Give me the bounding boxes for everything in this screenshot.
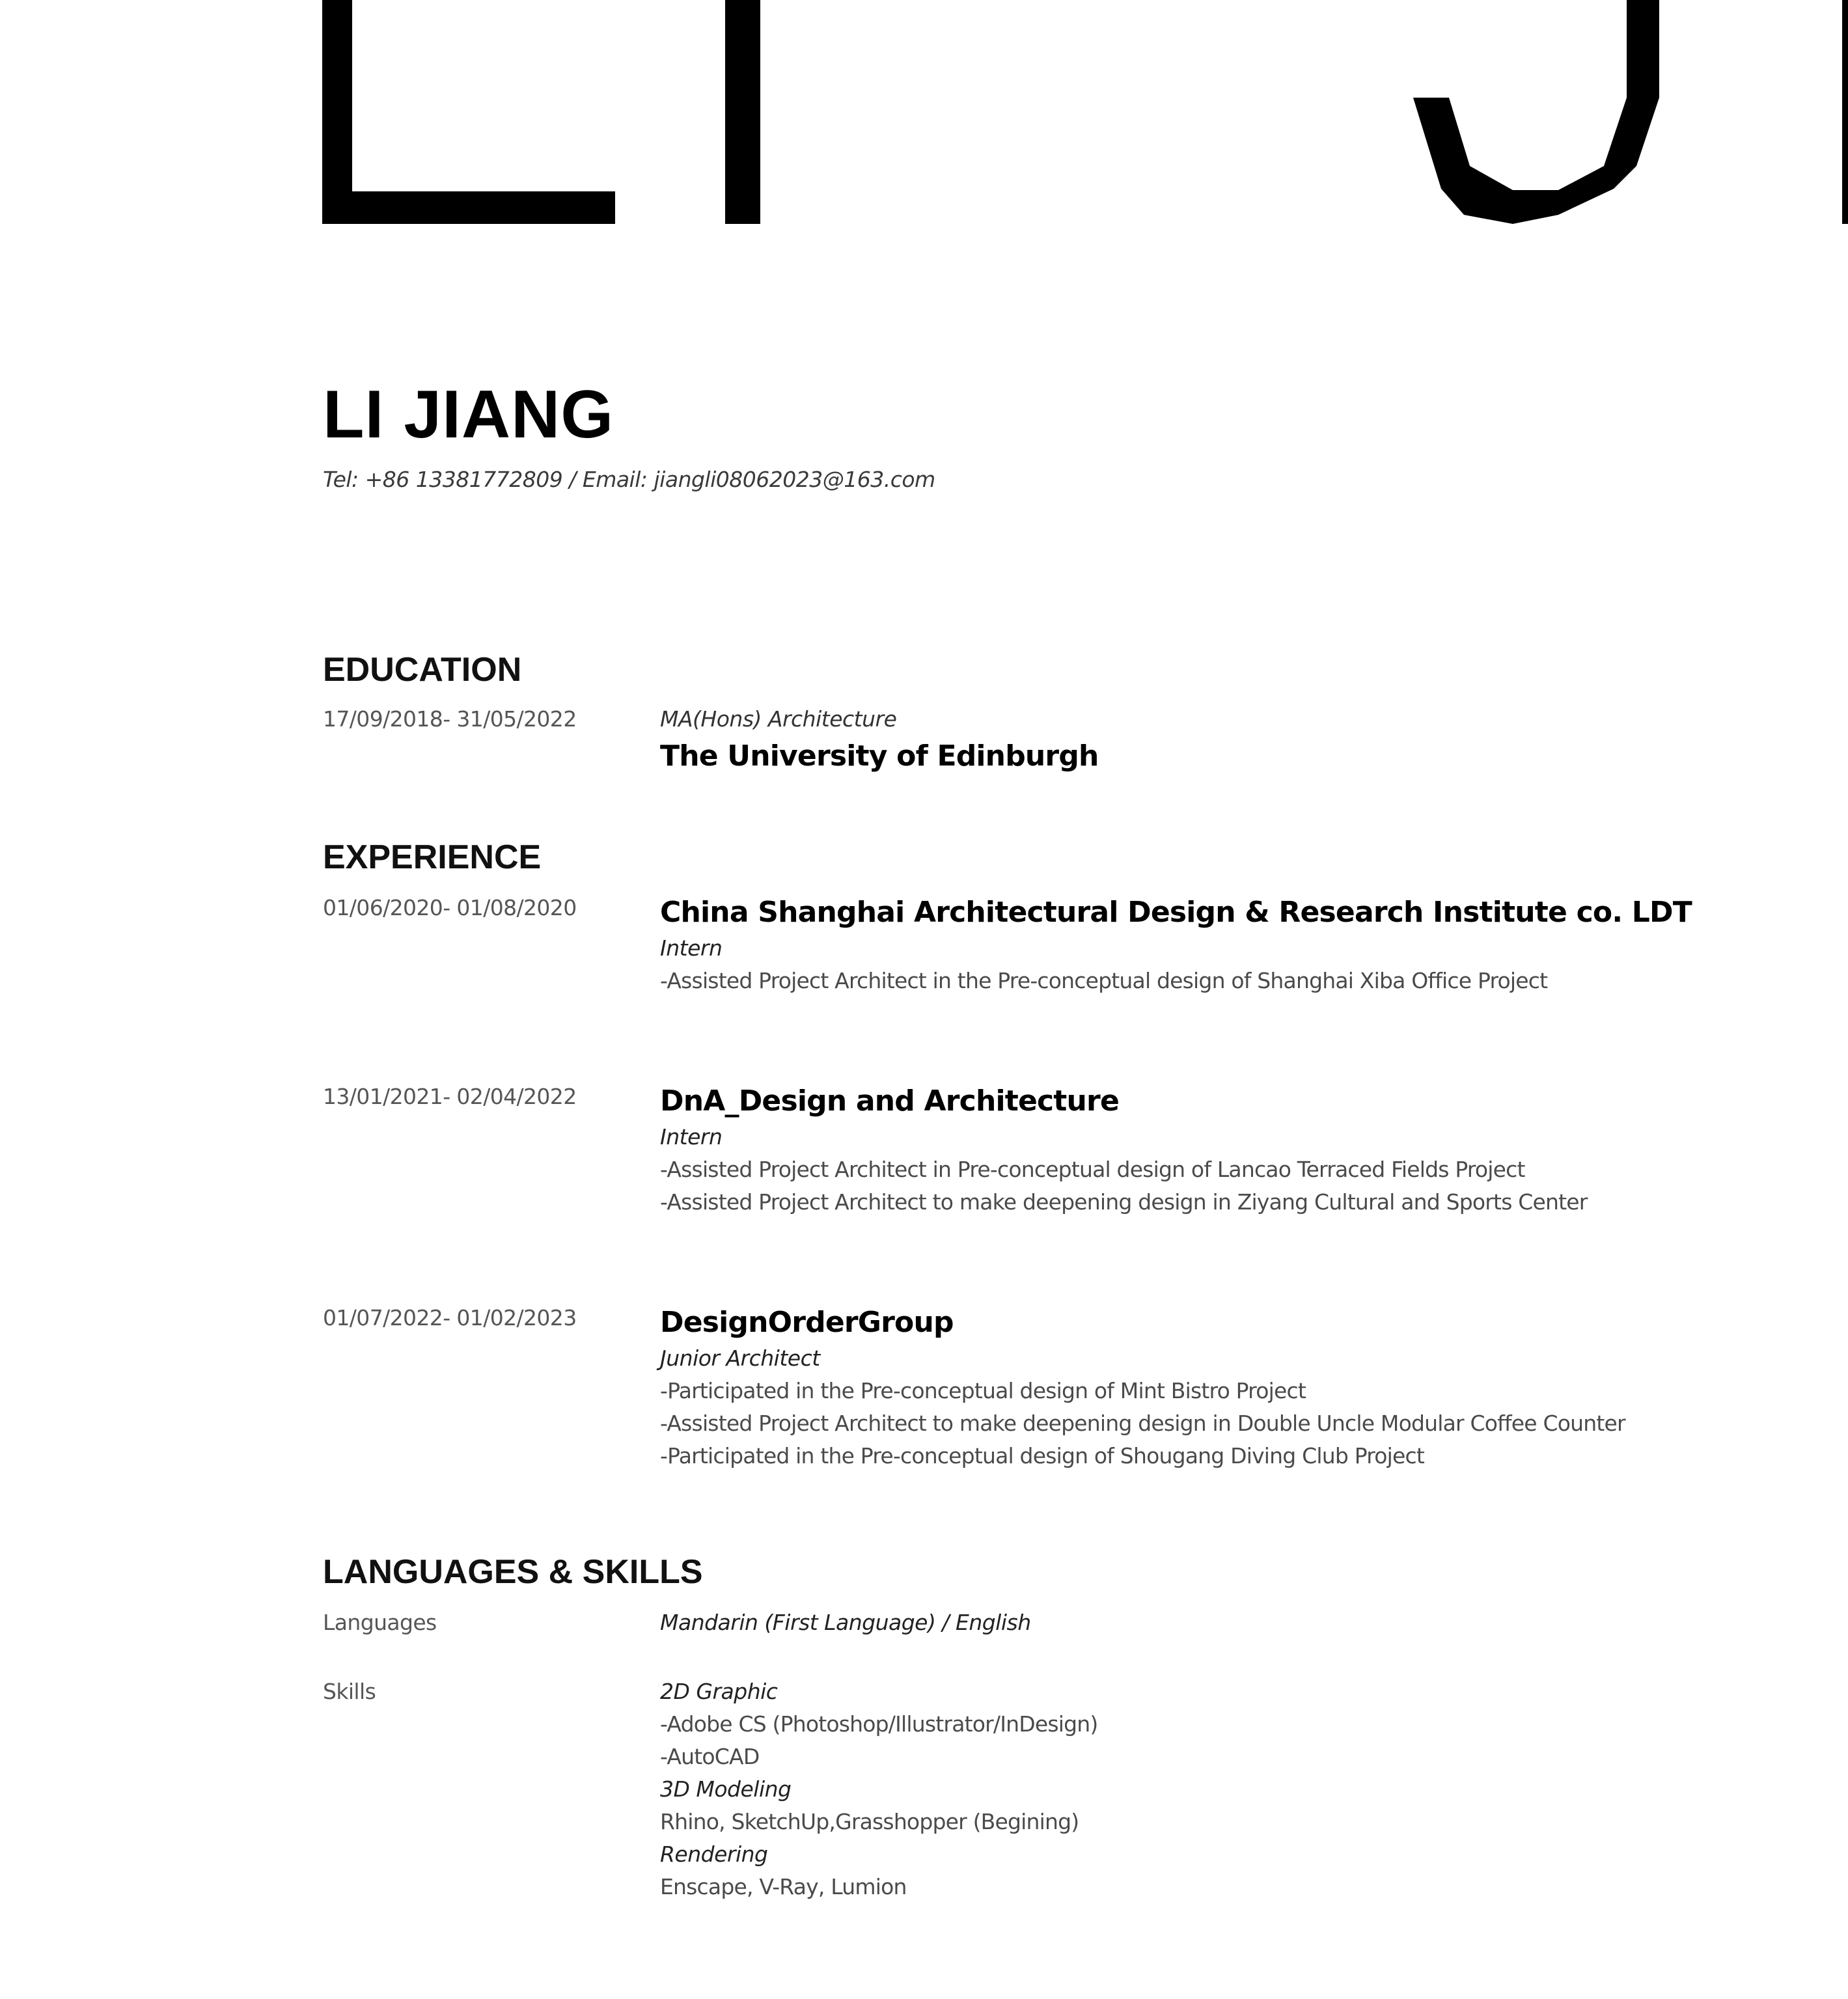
experience-entry [660,893,1806,997]
languages-value: Mandarin (First Language) / English [660,1610,1031,1635]
skill-group-heading: 2D Graphic [660,1679,778,1704]
skills-heading: LANGUAGES & SKILLS [323,1553,703,1591]
monogram-banner [0,0,1848,234]
experience-heading: EXPERIENCE [323,838,542,876]
skills-list [660,1675,1806,1903]
experience-entry [660,1303,1806,1472]
monogram-edge-stroke [1842,0,1848,224]
experience-dates: 01/07/2022- 01/02/2023 [323,1305,577,1330]
experience-company: DesignOrderGroup [660,1306,954,1339]
skills-label: Skills [323,1679,376,1704]
skill-item: -Adobe CS (Photoshop/Illustrator/InDesign) [660,1711,1098,1737]
monogram-letter-i [725,0,760,224]
experience-bullet: -Assisted Project Architect to make deepening design in Ziyang Cultural and Sports Center [660,1189,1588,1215]
experience-role: Intern [660,935,723,961]
education-school: The University of Edinburgh [660,739,1099,773]
skill-item: -AutoCAD [660,1744,760,1769]
education-heading: EDUCATION [323,651,522,689]
education-dates: 17/09/2018- 31/05/2022 [323,706,577,732]
languages-label: Languages [323,1610,437,1635]
skill-group-heading: 3D Modeling [660,1776,792,1802]
candidate-name: LI JIANG [323,377,614,452]
education-entry [660,703,1806,776]
education-degree: MA(Hons) Architecture [660,706,897,732]
skill-item: Enscape, V-Ray, Lumion [660,1874,907,1899]
contact-info: Tel: +86 13381772809 / Email: jiangli08062023@163.com [323,467,935,492]
skill-item: Rhino, SketchUp,Grasshopper (Begining) [660,1809,1079,1834]
experience-bullet: -Assisted Project Architect in the Pre-conceptual design of Shanghai Xiba Office Project [660,968,1548,993]
monogram-letter-l [322,0,615,224]
experience-company: China Shanghai Architectural Design & Research Institute co. LDT [660,896,1692,929]
experience-role: Intern [660,1124,723,1150]
experience-bullet: -Assisted Project Architect to make deepening design in Double Uncle Modular Coffee Counter [660,1411,1625,1436]
experience-bullet: -Assisted Project Architect in Pre-conceptual design of Lancao Terraced Fields Project [660,1157,1525,1182]
experience-role: Junior Architect [660,1345,820,1371]
experience-dates: 01/06/2020- 01/08/2020 [323,895,577,920]
experience-dates: 13/01/2021- 02/04/2022 [323,1084,577,1109]
experience-bullet: -Participated in the Pre-conceptual design of Shougang Diving Club Project [660,1443,1424,1468]
skill-group-heading: Rendering [660,1841,768,1867]
monogram-letter-j [1413,0,1659,224]
experience-company: DnA_Design and Architecture [660,1084,1120,1118]
languages-entry [660,1606,1806,1639]
experience-bullet: -Participated in the Pre-conceptual design of Mint Bistro Project [660,1378,1306,1403]
experience-entry [660,1082,1806,1219]
